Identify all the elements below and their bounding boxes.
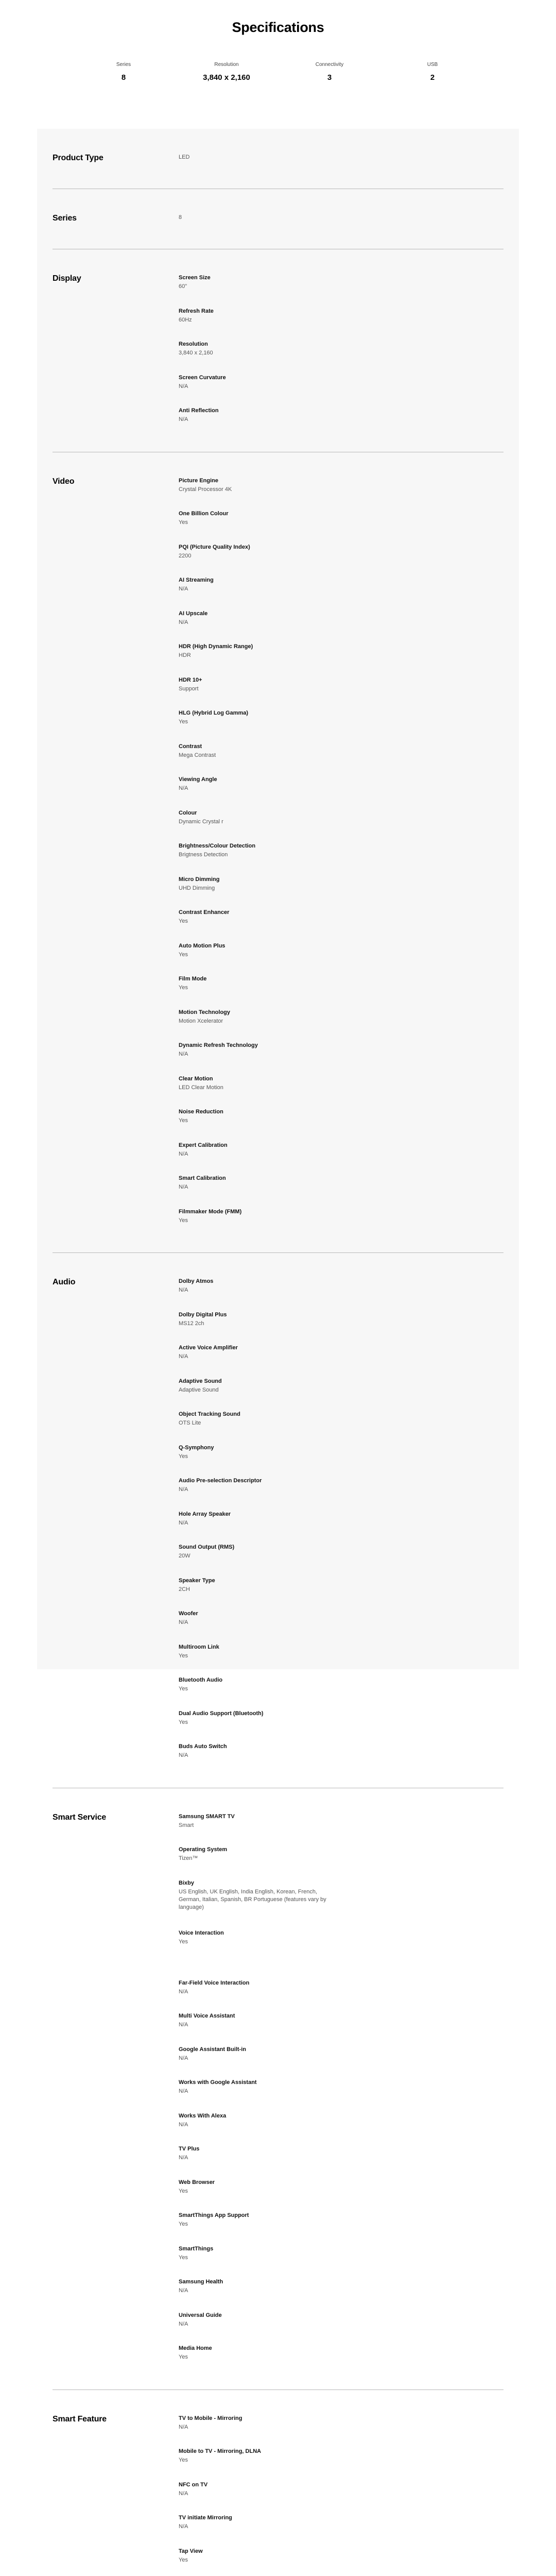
spec-item	[179, 274, 343, 308]
spec-item	[179, 1411, 343, 1444]
spec-item	[179, 1979, 343, 2013]
spec-item	[179, 1278, 343, 1311]
spec-value: Yes	[179, 951, 334, 959]
spec-value: MS12 2ch	[179, 1320, 334, 1328]
spec-name: TV Plus	[179, 2145, 334, 2153]
spec-item	[179, 2079, 343, 2112]
spec-value: N/A	[179, 1619, 334, 1626]
section-title: Display	[53, 274, 179, 440]
summary-label: Resolution	[175, 62, 278, 67]
spec-name: AI Streaming	[179, 577, 334, 584]
spec-item	[179, 1142, 343, 1175]
spec-name: Google Assistant Built-in	[179, 2046, 334, 2054]
spec-name: Auto Motion Plus	[179, 942, 334, 950]
spec-name: Expert Calibration	[179, 1142, 334, 1149]
spec-value: Yes	[179, 1685, 334, 1693]
spec-item	[179, 2448, 343, 2481]
spec-name: Brightness/Colour Detection	[179, 842, 334, 850]
spec-item	[179, 1175, 343, 1208]
spec-item	[179, 1108, 343, 1142]
spec-item	[179, 2278, 343, 2312]
spec-item	[179, 1444, 343, 1478]
spec-value: Yes	[179, 718, 334, 726]
spec-value: N/A	[179, 585, 334, 593]
spec-value: Support	[179, 685, 334, 693]
summary-bar	[72, 62, 484, 82]
spec-item	[179, 1676, 343, 1710]
section-title: Smart Service	[53, 1813, 179, 2378]
spec-value: N/A	[179, 2154, 334, 2162]
spec-value: N/A	[179, 785, 334, 792]
spec-item	[179, 2179, 343, 2212]
spec-section-smart-service	[53, 1788, 503, 2390]
spec-item	[179, 809, 343, 843]
spec-item	[179, 2312, 343, 2345]
spec-value: N/A	[179, 2121, 334, 2129]
spec-item	[179, 2514, 343, 2548]
spec-value: LED	[179, 154, 334, 161]
spec-item	[179, 477, 343, 511]
spec-item	[179, 214, 343, 223]
spec-name: TV initiate Mirroring	[179, 2514, 334, 2522]
spec-item	[179, 1610, 343, 1643]
spec-value: 60Hz	[179, 316, 334, 324]
spec-value: N/A	[179, 1150, 334, 1158]
spec-value: N/A	[179, 1183, 334, 1191]
spec-value: Brigtness Detection	[179, 851, 334, 859]
spec-value: Motion Xcelerator	[179, 1018, 334, 1025]
spec-name: TV to Mobile - Mirroring	[179, 2415, 334, 2422]
section-title: Smart Feature	[53, 2415, 179, 2576]
spec-item	[179, 1544, 343, 1577]
spec-item	[179, 2046, 343, 2079]
spec-item	[179, 1075, 343, 1109]
spec-item	[179, 909, 343, 942]
spec-section-audio	[53, 1253, 503, 1788]
spec-name: SmartThings App Support	[179, 2212, 334, 2219]
summary-label: Series	[72, 62, 175, 67]
spec-value: 20W	[179, 1552, 334, 1560]
spec-name: Media Home	[179, 2345, 334, 2352]
spec-section-video	[53, 452, 503, 1253]
spec-value: Yes	[179, 2188, 334, 2195]
spec-item	[179, 1813, 343, 1846]
spec-grid	[179, 274, 503, 440]
spec-value: N/A	[179, 2088, 334, 2095]
spec-item	[179, 1042, 343, 1075]
summary-value: 3	[278, 73, 381, 82]
spec-name: Screen Curvature	[179, 374, 334, 382]
spec-item	[179, 1311, 343, 1345]
spec-value: Yes	[179, 1938, 334, 1946]
summary-item-resolution	[175, 62, 278, 82]
spec-name: Viewing Angle	[179, 776, 334, 784]
spec-name: Bluetooth Audio	[179, 1676, 334, 1684]
spec-item	[179, 975, 343, 1009]
spec-item	[179, 1743, 343, 1776]
spec-value: Yes	[179, 1117, 334, 1125]
spec-name: Refresh Rate	[179, 308, 334, 315]
summary-value: 3,840 x 2,160	[175, 73, 278, 82]
spec-name: Multi Voice Assistant	[179, 2012, 334, 2020]
spec-item	[179, 2012, 343, 2046]
spec-value: Adaptive Sound	[179, 1386, 334, 1394]
spec-value: Yes	[179, 2254, 334, 2262]
spec-value: N/A	[179, 416, 334, 423]
spec-name: Samsung SMART TV	[179, 1813, 334, 1821]
spec-name: Resolution	[179, 341, 334, 348]
spec-name: Far-Field Voice Interaction	[179, 1979, 334, 1987]
spec-item	[179, 2415, 343, 2448]
spec-grid	[179, 154, 503, 163]
spec-grid	[179, 214, 503, 223]
spec-name: PQI (Picture Quality Index)	[179, 544, 334, 551]
spec-value: Mega Contrast	[179, 752, 334, 759]
spec-item	[179, 154, 343, 163]
spec-item	[179, 1511, 343, 1544]
spec-name: Universal Guide	[179, 2312, 334, 2319]
spec-item	[179, 2245, 343, 2279]
spec-value: N/A	[179, 2523, 334, 2531]
spec-item	[179, 1344, 343, 1378]
spec-value: Yes	[179, 984, 334, 992]
spec-name: Noise Reduction	[179, 1108, 334, 1116]
spec-name: Clear Motion	[179, 1075, 334, 1083]
section-title: Series	[53, 214, 179, 223]
spec-value: N/A	[179, 1050, 334, 1058]
spec-value: N/A	[179, 2055, 334, 2062]
spec-section-series	[53, 189, 503, 249]
spec-name: AI Upscale	[179, 610, 334, 618]
spec-value: N/A	[179, 1752, 334, 1759]
spec-value: Yes	[179, 2456, 334, 2464]
spec-value: 2CH	[179, 1586, 334, 1594]
spec-value: LED Clear Motion	[179, 1084, 334, 1092]
spec-value: N/A	[179, 2320, 334, 2328]
summary-item-usb	[381, 62, 484, 82]
spec-item	[179, 544, 343, 577]
spec-name: Dolby Atmos	[179, 1278, 334, 1285]
spec-value: N/A	[179, 2424, 334, 2431]
spec-item	[179, 1643, 343, 1677]
spec-name: Bixby	[179, 1879, 334, 1887]
spec-value: 60"	[179, 283, 334, 291]
spec-grid	[179, 1813, 503, 2378]
spec-value: Smart	[179, 1822, 334, 1829]
spec-value: N/A	[179, 2490, 334, 2498]
spec-name: Multiroom Link	[179, 1643, 334, 1651]
spec-grid	[179, 477, 503, 1242]
spec-name: Screen Size	[179, 274, 334, 282]
spec-value: Yes	[179, 2221, 334, 2228]
spec-value: Yes	[179, 918, 334, 925]
spec-item	[179, 1378, 343, 1411]
spec-item	[179, 374, 343, 408]
spec-grid	[179, 1278, 503, 1776]
section-title: Product Type	[53, 154, 179, 163]
section-title: Video	[53, 477, 179, 1242]
spec-name: Woofer	[179, 1610, 334, 1618]
page-title: Specifications	[0, 20, 556, 36]
spec-name: Picture Engine	[179, 477, 334, 485]
spec-item	[179, 643, 343, 676]
spec-item	[179, 876, 343, 909]
spec-name: Film Mode	[179, 975, 334, 983]
spec-item	[179, 1710, 343, 1743]
spec-value: HDR	[179, 652, 334, 659]
summary-value: 8	[72, 73, 175, 82]
spec-item	[179, 2212, 343, 2245]
spec-name: Operating System	[179, 1846, 334, 1854]
spec-item	[179, 1009, 343, 1042]
spec-value: N/A	[179, 2021, 334, 2029]
spec-section-display	[53, 249, 503, 452]
spec-name: HDR (High Dynamic Range)	[179, 643, 334, 651]
spec-name: Samsung Health	[179, 2278, 334, 2286]
summary-item-series	[72, 62, 175, 82]
spec-name: Active Voice Amplifier	[179, 1344, 334, 1352]
spec-value: N/A	[179, 1519, 334, 1527]
spec-item	[179, 341, 343, 374]
spec-value: US English, UK English, India English, Korean, French, German, Italian, Spanish, BR Portuguese (features vary by language)	[179, 1888, 334, 1911]
spec-name: Tap View	[179, 2548, 334, 2555]
spec-grid	[179, 2415, 503, 2576]
spec-item	[179, 2481, 343, 2515]
spec-name: Dual Audio Support (Bluetooth)	[179, 1710, 334, 1718]
spec-item	[179, 2345, 343, 2378]
spec-value: Yes	[179, 1652, 334, 1660]
summary-value: 2	[381, 73, 484, 82]
spec-value: Crystal Processor 4K	[179, 486, 334, 494]
spec-item	[179, 743, 343, 776]
spec-name: HLG (Hybrid Log Gamma)	[179, 709, 334, 717]
spec-value: N/A	[179, 1353, 334, 1361]
spec-name: Anti Reflection	[179, 407, 334, 415]
spec-value: OTS Lite	[179, 1419, 334, 1427]
spec-name: SmartThings	[179, 2245, 334, 2253]
spec-name: Voice Interaction	[179, 1929, 334, 1937]
spec-item	[179, 942, 343, 976]
spec-name: Hole Array Speaker	[179, 1511, 334, 1518]
spec-value: 8	[179, 214, 334, 222]
spec-name: Filmmaker Mode (FMM)	[179, 1208, 334, 1216]
spec-name: Audio Pre-selection Descriptor	[179, 1477, 334, 1485]
spec-name: Buds Auto Switch	[179, 1743, 334, 1751]
spec-name: Micro Dimming	[179, 876, 334, 884]
spec-name: Smart Calibration	[179, 1175, 334, 1182]
spec-item	[179, 842, 343, 876]
section-title: Audio	[53, 1278, 179, 1776]
spec-name: Motion Technology	[179, 1009, 334, 1016]
spec-value: Yes	[179, 2556, 334, 2564]
summary-label: Connectivity	[278, 62, 381, 67]
spec-item	[179, 1929, 343, 1979]
spec-value: 2200	[179, 552, 334, 560]
spec-name: Contrast Enhancer	[179, 909, 334, 917]
spec-value: Tizen™	[179, 1855, 334, 1862]
spec-value: Yes	[179, 1719, 334, 1726]
spec-value: Yes	[179, 519, 334, 527]
spec-value: N/A	[179, 2287, 334, 2295]
spec-item	[179, 510, 343, 544]
summary-label: USB	[381, 62, 484, 67]
spec-item	[179, 407, 343, 440]
spec-name: Works With Alexa	[179, 2112, 334, 2120]
spec-section-smart-feature	[53, 2390, 503, 2576]
spec-value: N/A	[179, 1988, 334, 1996]
spec-value: N/A	[179, 383, 334, 391]
spec-name: Object Tracking Sound	[179, 1411, 334, 1418]
spec-item	[179, 709, 343, 743]
spec-item	[179, 577, 343, 610]
spec-value: 3,840 x 2,160	[179, 349, 334, 357]
spec-value: Yes	[179, 2353, 334, 2361]
spec-name: HDR 10+	[179, 676, 334, 684]
spec-value: Yes	[179, 1217, 334, 1225]
spec-item	[179, 308, 343, 341]
spec-value: Yes	[179, 1453, 334, 1461]
spec-item	[179, 676, 343, 710]
spec-item	[179, 1879, 343, 1929]
spec-item	[179, 2548, 343, 2576]
spec-name: Speaker Type	[179, 1577, 334, 1585]
spec-name: Adaptive Sound	[179, 1378, 334, 1385]
spec-value: N/A	[179, 1486, 334, 1494]
spec-value: N/A	[179, 619, 334, 626]
spec-name: One Billion Colour	[179, 510, 334, 518]
spec-item	[179, 1846, 343, 1879]
spec-item	[179, 1208, 343, 1242]
spec-value: Dynamic Crystal r	[179, 818, 334, 826]
spec-item	[179, 2145, 343, 2179]
spec-item	[179, 776, 343, 809]
spec-item	[179, 2112, 343, 2146]
spec-value: N/A	[179, 1286, 334, 1294]
spec-item	[179, 610, 343, 643]
spec-name: Sound Output (RMS)	[179, 1544, 334, 1551]
spec-name: Dynamic Refresh Technology	[179, 1042, 334, 1049]
spec-item	[179, 1477, 343, 1511]
spec-name: Works with Google Assistant	[179, 2079, 334, 2087]
spec-value: UHD Dimming	[179, 885, 334, 892]
spec-name: Dolby Digital Plus	[179, 1311, 334, 1319]
summary-item-connectivity	[278, 62, 381, 82]
spec-name: NFC on TV	[179, 2481, 334, 2489]
spec-section-product-type	[53, 129, 503, 189]
spec-name: Colour	[179, 809, 334, 817]
spec-item	[179, 1577, 343, 1611]
spec-name: Mobile to TV - Mirroring, DLNA	[179, 2448, 334, 2455]
spec-name: Q-Symphony	[179, 1444, 334, 1452]
spec-panel	[37, 129, 519, 1669]
spec-name: Contrast	[179, 743, 334, 751]
spec-name: Web Browser	[179, 2179, 334, 2187]
